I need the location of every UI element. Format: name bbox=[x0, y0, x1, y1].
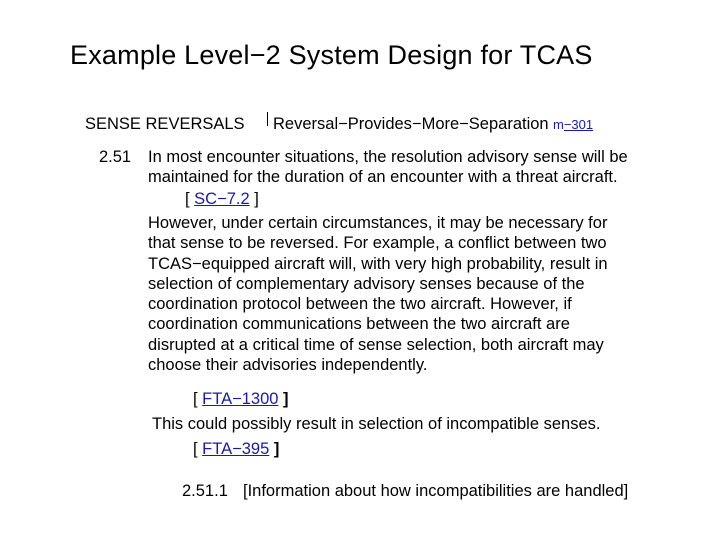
paragraph-line: that sense to be reversed. For example, a conflict between two bbox=[148, 234, 607, 253]
paragraph-line: choose their advisories independently. bbox=[148, 356, 428, 375]
section-title: Reversal−Provides−More−Separation bbox=[273, 115, 549, 133]
reference-fta-1300: [ FTA−1300 ] bbox=[193, 390, 289, 408]
reference-fta-395: [ FTA−395 ] bbox=[193, 440, 280, 458]
paragraph-line: disrupted at a critical time of sense selection, both aircraft may bbox=[148, 335, 604, 354]
paragraph-1 bbox=[148, 147, 628, 188]
paragraph-line: selection of complementary advisory senses because of the bbox=[148, 274, 585, 293]
paragraph-2 bbox=[148, 213, 608, 375]
paragraph-line: maintained for the duration of an encounter with a threat aircraft. bbox=[148, 168, 618, 187]
reference-link[interactable]: FTA−395 bbox=[202, 440, 270, 458]
paragraph-line: However, under certain circumstances, it may be necessary for bbox=[148, 214, 608, 232]
paragraph-3: This could possibly result in selection of incompatible senses. bbox=[152, 415, 601, 433]
paragraph-line: coordination protocol between the two aircraft. However, if bbox=[148, 295, 572, 314]
item-number: 2.51 bbox=[99, 148, 132, 166]
section-id-prefix: m bbox=[553, 117, 564, 132]
paragraph-line: TCAS−equipped aircraft will, with very high probability, result in bbox=[148, 254, 608, 273]
text-cursor bbox=[267, 112, 268, 126]
section-id-number: −301 bbox=[563, 117, 594, 132]
paragraph-line: coordination communications between the two aircraft are bbox=[148, 315, 570, 334]
page-title: Example Level−2 System Design for TCAS bbox=[70, 40, 593, 70]
reference-link[interactable]: SC−7.2 bbox=[194, 190, 250, 208]
reference-link[interactable]: FTA−1300 bbox=[202, 390, 279, 408]
section-id-link[interactable] bbox=[553, 117, 593, 132]
section-heading: SENSE REVERSALS bbox=[85, 115, 245, 133]
paragraph-line: In most encounter situations, the resolution advisory sense will be bbox=[148, 148, 628, 166]
subitem-number: 2.51.1 bbox=[182, 482, 228, 500]
subitem-text: [Information about how incompatibilities are handled] bbox=[243, 482, 629, 500]
reference-sc-7-2: [ SC−7.2 ] bbox=[185, 190, 259, 208]
